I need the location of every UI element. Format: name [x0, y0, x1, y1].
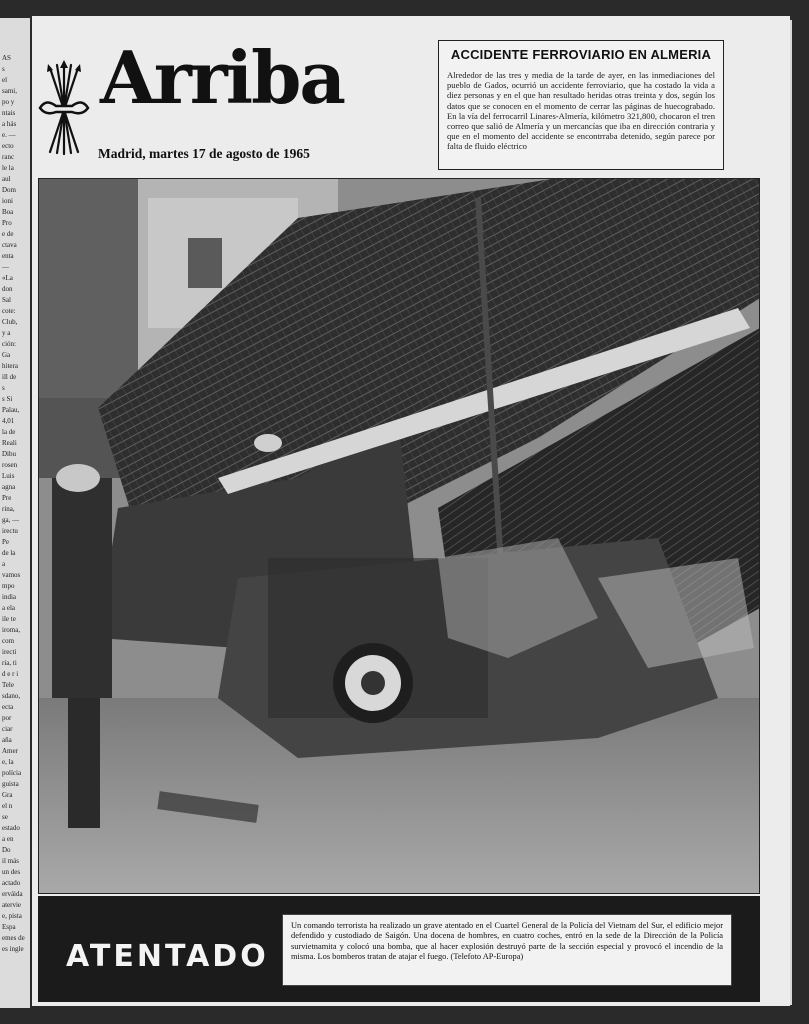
adjacent-page-text-fragment: e, la [2, 758, 14, 766]
adjacent-page-text-fragment: ción: [2, 340, 16, 348]
adjacent-page-text-fragment: sami, [2, 87, 17, 95]
adjacent-page-text-fragment: Pe [2, 538, 9, 546]
adjacent-page-text-fragment: Ga [2, 351, 11, 359]
adjacent-page-text-fragment: Pro [2, 219, 12, 227]
caption-box [282, 914, 732, 986]
adjacent-page-text-fragment: ctava [2, 241, 17, 249]
adjacent-page-text-fragment: s [2, 384, 5, 392]
caption-text: Un comando terrorista ha realizado un grave atentado en el Cuartel General de la Policía del Vietnam del Sur, el edificio mejor defendido y custodiado de Saigón. Una docena de hombres, en cuatro coches, entró en la sede de la Dirección de la Policía survietnamita y colocó una bomba, que al hacer explosión destruyó parte de la sección especial y provocó el incendio de la misma. Los bomberos tratan de atajar el fuego. (Telefoto AP-Europa) [291, 921, 723, 962]
bomb-damage-photo [38, 178, 760, 894]
adjacent-page-text-fragment: de la [2, 549, 16, 557]
adjacent-page-text-fragment: Sal [2, 296, 11, 304]
adjacent-page-text-fragment: Dibu [2, 450, 16, 458]
masthead-dateline: Madrid, martes 17 de agosto de 1965 [98, 146, 310, 161]
adjacent-page-text-fragment: le la [2, 164, 14, 172]
adjacent-page-text-fragment: 4,01 [2, 417, 15, 425]
adjacent-page-text-fragment: Do [2, 846, 11, 854]
adjacent-page-text-fragment: ecta [2, 703, 14, 711]
adjacent-page-text-fragment: e. — [2, 131, 16, 139]
adjacent-page-text-fragment: india [2, 593, 16, 601]
adjacent-page-text-fragment: estado [2, 824, 20, 832]
adjacent-page-text-fragment: — [2, 263, 9, 271]
adjacent-page-text-fragment: aul [2, 175, 11, 183]
adjacent-page-text-fragment: AS [2, 54, 11, 62]
adjacent-page-text-fragment: s Si [2, 395, 13, 403]
adjacent-page-text-fragment: Palau, [2, 406, 20, 414]
adjacent-page-text-fragment: d e r i [2, 670, 19, 678]
adjacent-page-text-fragment: enta [2, 252, 14, 260]
adjacent-page-text-fragment: com [2, 637, 15, 645]
news-brief-headline: ACCIDENTE FERROVIARIO EN ALMERIA [450, 47, 712, 62]
adjacent-page-text-fragment: ria, ti [2, 659, 17, 667]
adjacent-page-text-fragment: iroma, [2, 626, 21, 634]
adjacent-page-text-fragment: guista [2, 780, 19, 788]
adjacent-page-text-fragment: la de [2, 428, 16, 436]
adjacent-page-text-fragment: el n [2, 802, 13, 810]
adjacent-page-text-fragment: Espa [2, 923, 16, 931]
adjacent-page-text-fragment: Dom [2, 186, 16, 194]
adjacent-page-text-fragment: rosen [2, 461, 18, 469]
adjacent-page-text-fragment: aña [2, 736, 12, 744]
newspaper-cover [32, 16, 790, 1006]
adjacent-page-text-fragment: agna [2, 483, 16, 491]
news-brief-box [438, 40, 724, 170]
adjacent-page-text-fragment: a hás [2, 120, 17, 128]
adjacent-page-text-fragment: s [2, 65, 5, 73]
adjacent-page-text-fragment: irectu [2, 527, 18, 535]
adjacent-page-text-fragment: irecti [2, 648, 17, 656]
adjacent-page-text-fragment: ioni [2, 197, 13, 205]
yoke-and-arrows-icon [38, 58, 90, 158]
adjacent-page-text-fragment: mpo [2, 582, 15, 590]
adjacent-page-text-fragment: un des [2, 868, 21, 876]
adjacent-page-text-fragment: a [2, 560, 6, 568]
adjacent-page-text-fragment: y a [2, 329, 11, 337]
adjacent-page-text-fragment: se [2, 813, 8, 821]
masthead-title: Arriba [100, 35, 345, 120]
adjacent-page-text-fragment: ill de [2, 373, 17, 381]
adjacent-page-text-fragment: rina, [2, 505, 15, 513]
adjacent-page-text-fragment: a en [2, 835, 14, 843]
adjacent-page-text-fragment: Tele [2, 681, 14, 689]
adjacent-page-text-fragment: e, pista [2, 912, 22, 920]
adjacent-page-text-fragment: sdano, [2, 692, 21, 700]
adjacent-page-text-fragment: ga, — [2, 516, 20, 524]
adjacent-page-text-fragment: don [2, 285, 13, 293]
adjacent-page-text-fragment: emes de [2, 934, 25, 942]
adjacent-page-text-fragment: Pre [2, 494, 12, 502]
adjacent-page-text-fragment: el [2, 76, 8, 84]
adjacent-page-text-fragment: Boa [2, 208, 14, 216]
adjacent-page-text-fragment: Gra [2, 791, 13, 799]
adjacent-page-text-fragment: erváida [2, 890, 23, 898]
adjacent-page-text-fragment: atervie [2, 901, 22, 909]
adjacent-page-text-fragment: ecto [2, 142, 14, 150]
caption-label: ATENTADO [66, 939, 269, 974]
adjacent-page-text-fragment: hitera [2, 362, 18, 370]
adjacent-page-text-fragment: Club, [2, 318, 18, 326]
adjacent-page-text-fragment: «La [2, 274, 13, 282]
adjacent-page-text-fragment: Luis [2, 472, 15, 480]
news-brief-body: Alrededor de las tres y media de la tarde de ayer, en las inmediaciones del pueblo de Gados, ocurrió un accidente ferroviario, que ha costado la vida a diez personas y en el que han resultado heridas otras treinta y dos, según los datos que se conocen en el momento de cerrar las páginas de huecograbado. En la vía del ferrocarril Linares-Almería, kilómetro 321,800, chocaron el tren correo que salió de Almería y un mercancías que iba en dirección contraria y que en el momento del accidente se encontrraba detenido, según parece por falta de fluido eléctrico [447, 70, 715, 152]
adjacent-page-edge [0, 18, 30, 1008]
adjacent-page-text-fragment: ntais [2, 109, 16, 117]
adjacent-page-text-fragment: ciar [2, 725, 13, 733]
adjacent-page-text-fragment: e de [2, 230, 14, 238]
adjacent-page-text-fragment: cote: [2, 307, 16, 315]
adjacent-page-text-fragment: ile te [2, 615, 16, 623]
adjacent-page-text-fragment: il más [2, 857, 19, 865]
adjacent-page-text-fragment: Amer [2, 747, 18, 755]
adjacent-page-text-fragment: vamos [2, 571, 21, 579]
adjacent-page-text-fragment: por [2, 714, 12, 722]
adjacent-page-text-fragment: Reali [2, 439, 17, 447]
adjacent-page-text-fragment: po y [2, 98, 15, 106]
adjacent-page-text-fragment: polícia [2, 769, 22, 777]
adjacent-page-text-fragment: actado [2, 879, 21, 887]
adjacent-page-text-fragment: a ela [2, 604, 16, 612]
adjacent-page-text-fragment: ranc [2, 153, 15, 161]
adjacent-page-text-fragment: es ingle [2, 945, 24, 953]
